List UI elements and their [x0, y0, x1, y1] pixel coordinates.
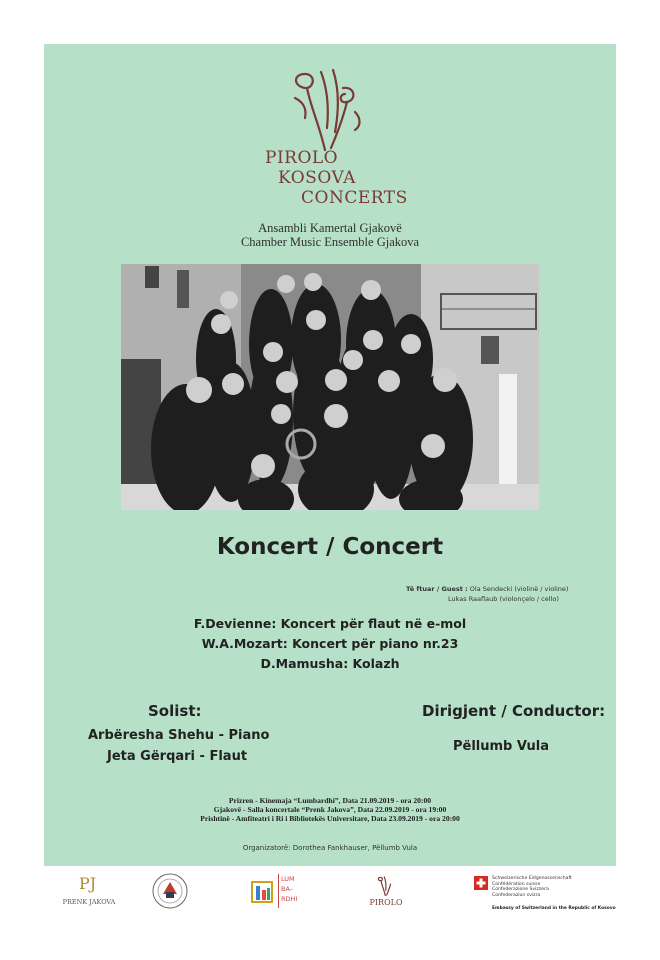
- lumbardhi-line: BA–: [281, 885, 294, 893]
- performance-date: Gjakovë - Salla koncertale “Prenk Jakova”, Data 22.09.2019 - ora 19:00: [213, 805, 447, 814]
- soloist-item: Jeta Gërqari - Flaut: [107, 749, 248, 764]
- soloist-item: Arbëresha Shehu - Piano: [88, 728, 270, 743]
- guest-label: Të ftuar / Guest :: [406, 585, 468, 593]
- lumbardhi-text: [278, 874, 306, 908]
- performance-date: Prizren - Kinemaja “Lumbardhi”, Data 21.09.2019 - ora 20:00: [228, 796, 432, 805]
- guest-first: Ola Sendecki (violinë / violine): [469, 585, 569, 593]
- program-item: D.Mamusha: Kolazh: [260, 656, 400, 671]
- guest-artists: [406, 584, 568, 604]
- swiss-line: Confédération suisse: [492, 881, 541, 887]
- violin-scroll-logo: [285, 68, 371, 152]
- conductor-name: Pëllumb Vula: [453, 739, 549, 754]
- guest-second: Lukas Raaflaub (violonçelo / cello): [448, 595, 559, 603]
- swiss-cross-icon: [474, 876, 488, 890]
- swiss-line: Confederaziun svizra: [492, 892, 541, 898]
- prenk-jakova-label: PRENK JAKOVA: [62, 898, 116, 906]
- swiss-embassy-logo: [474, 876, 614, 916]
- pirolo-small-logo: [366, 876, 406, 916]
- program-item: F.Devienne: Koncert për flaut në e-mol: [193, 616, 467, 631]
- brand-line-2: KOSOVA: [278, 168, 356, 188]
- brand-line-3: CONCERTS: [301, 188, 408, 208]
- lumbardhi-logo: [248, 874, 303, 910]
- swiss-embassy-text: Embassy of Switzerland in the Republic of Kosovo: [492, 906, 616, 911]
- swiss-line: Confederazione Svizzera: [492, 887, 549, 893]
- pirolo-violin-icon: [374, 876, 398, 896]
- prenk-jakova-logo: [58, 872, 120, 910]
- brand-line-1: PIROLO: [265, 148, 339, 168]
- performance-date: Prishtinë - Amfiteatri i Ri i Bibliotekës Universitare, Data 23.09.2019 - ora 20:00: [200, 814, 460, 823]
- lumbardhi-chair-icon: [250, 880, 274, 904]
- organizers: Organizatorë: Dorothea Fankhauser, Pëllumb Vula: [242, 844, 418, 852]
- lumbardhi-line: RDHI: [281, 895, 298, 903]
- ensemble-group-photo: [121, 264, 539, 510]
- program-item: W.A.Mozart: Koncert për piano nr.23: [201, 636, 459, 651]
- svg-text:PJ: PJ: [79, 874, 97, 893]
- lumbardhi-line: LUM: [281, 875, 295, 883]
- swiss-confederation-text: [492, 876, 572, 898]
- pirolo-small-label: PIROLO: [369, 898, 403, 907]
- prenk-jakova-emblem-icon: [77, 872, 101, 894]
- ensemble-name-albanian: Ansambli Kamertal Gjakovë: [258, 221, 402, 235]
- conductor-heading: Dirigjent / Conductor:: [422, 702, 606, 720]
- ensemble-name-english: Chamber Music Ensemble Gjakova: [240, 235, 420, 249]
- concert-poster: [44, 44, 616, 866]
- swiss-line: Schweizerische Eidgenossenschaft: [492, 876, 572, 881]
- concert-title: Koncert / Concert: [216, 534, 444, 560]
- municipality-seal-icon: [151, 872, 189, 910]
- soloists-heading: Solist:: [148, 702, 202, 720]
